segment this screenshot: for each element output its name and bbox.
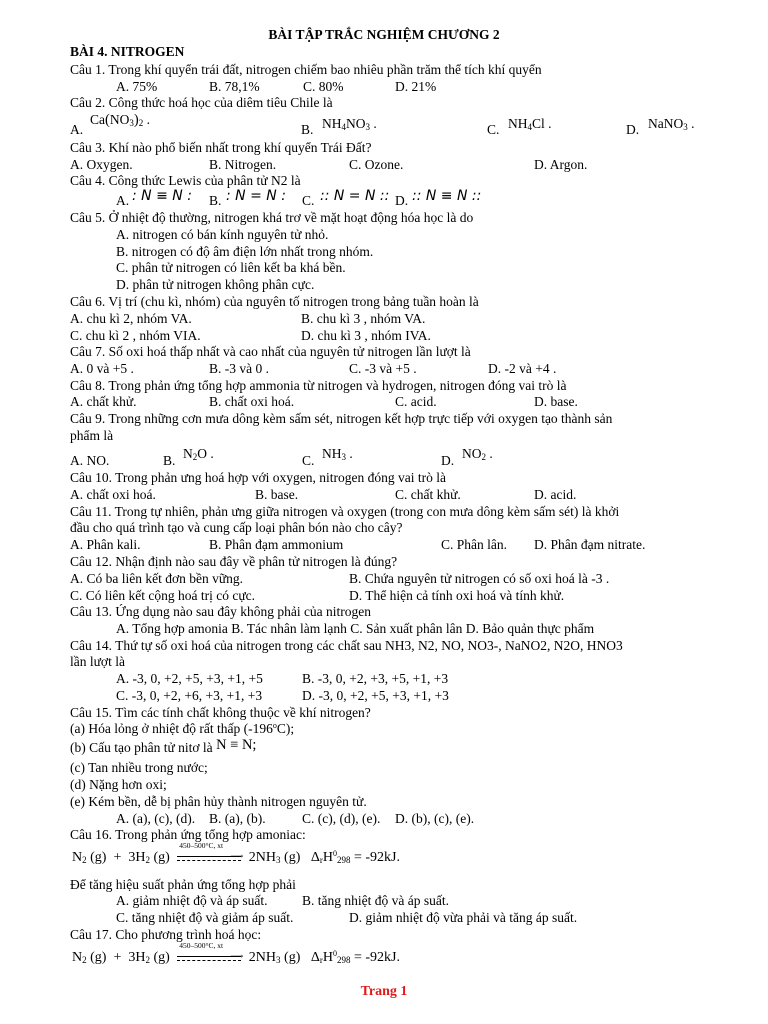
q15-item-b-text: (b) Cấu tạo phân tử nitơ là	[70, 740, 213, 755]
q9-option-d: D.	[441, 453, 455, 468]
q16-enthalpy: = -92kJ.	[353, 850, 400, 866]
q15-option-a: A. (a), (c), (d).	[116, 811, 196, 826]
q16-option-d: D. giảm nhiệt độ vừa phải và tăng áp suất.	[349, 910, 578, 925]
page-title: BÀI TẬP TRẮC NGHIỆM CHƯƠNG 2	[268, 27, 500, 42]
q1-option-c: C. 80%	[303, 79, 344, 94]
q14-option-d: D. -3, 0, +2, +5, +3, +1, +3	[302, 688, 449, 703]
q1-option-a: A. 75%	[116, 79, 158, 94]
question-2: Câu 2. Công thức hoá học của diêm tiêu Chile là	[70, 95, 333, 110]
question-14: Câu 14. Thứ tự số oxi hoá của nitrogen trong các chất sau NH3, N2, NO, NO3-, NaNO2, N2O, HNO3	[70, 638, 623, 653]
q15-option-b: B. (a), (b).	[209, 811, 266, 826]
q2-formula-a: $Ca(NO_3)_2$ .	[90, 112, 150, 128]
q2-option-a: A.	[70, 122, 84, 137]
q14-option-a: A. -3, 0, +2, +5, +3, +1, +5	[116, 671, 263, 686]
q17-equation: $N_2$ $(g) + 3H_2$ (g) 450–500°C, xt ⟶ $2NH_3$ (g) $\Delta_rH^0_{298} = -92kJ$.	[72, 941, 400, 966]
q15-item-b	[70, 737, 257, 756]
q3-option-a: A. Oxygen.	[70, 157, 133, 172]
q17-condition: 450–500°C, xt	[179, 941, 224, 950]
q4-formula-d: :: N ≡ N ::	[412, 188, 482, 204]
q1-option-d: D. 21%	[395, 79, 437, 94]
q15-item-a-unit: C);	[276, 721, 295, 736]
question-13: Câu 13. Ứng dụng nào sau đây không phải của nitrogen	[70, 604, 372, 619]
q15-item-a: (a) Hóa lỏng ở nhiệt độ rất thấp (-196$^o$C);	[70, 721, 295, 736]
q10-option-c: C. chất khử.	[395, 487, 461, 502]
q17-enthalpy: = -92kJ.	[353, 950, 400, 966]
question-4: Câu 4. Công thức Lewis của phân tử N2 là	[70, 173, 301, 188]
q8-option-d: D. base.	[534, 394, 578, 409]
q15-item-a-text: (a) Hóa lỏng ở nhiệt độ rất thấp (-196	[70, 721, 273, 736]
q14-option-b: B. -3, 0, +2, +3, +5, +1, +3	[302, 671, 449, 686]
q7-option-c: C. -3 và +5 .	[349, 361, 417, 376]
q15-item-b-formula: N ≡ N;	[216, 737, 257, 753]
q16-option-c: C. tăng nhiệt độ và giảm áp suất.	[116, 910, 294, 925]
q4-formula-a: : N ≡ N :	[132, 188, 192, 204]
question-6: Câu 6. Vị trí (chu kì, nhóm) của nguyên tố nitrogen trong bảng tuần hoàn là	[70, 294, 479, 309]
equilibrium-arrow-icon: 450–500°C, xt ⟶	[179, 841, 244, 861]
q12-option-b: B. Chứa nguyên tử nitrogen có số oxi hoá là -3 .	[349, 571, 610, 586]
q13-options: A. Tổng hợp amonia B. Tác nhân làm lạnh C. Sản xuất phân lân D. Bảo quản thực phẩm	[116, 621, 595, 636]
q5-option-b: B. nitrogen có độ âm điện lớn nhất trong nhóm.	[116, 244, 374, 259]
question-11-cont: đầu cho quá trình tạo và cung cấp loại phân bón nào cho cây?	[70, 520, 403, 535]
q15-item-c: (c) Tan nhiều trong nước;	[70, 760, 208, 775]
q16-option-b: B. tăng nhiệt độ và áp suất.	[302, 893, 449, 908]
q4-formula-b: : N = N :	[226, 188, 286, 204]
q4-option-a: A.	[116, 193, 130, 208]
question-10: Câu 10. Trong phản ưng hoá hợp với oxygen, nitrogen đóng vai trò là	[70, 470, 446, 485]
q16-option-a: A. giảm nhiệt độ và áp suất.	[116, 893, 268, 908]
q2-option-b: B.	[301, 122, 314, 137]
q6-option-b: B. chu kì 3 , nhóm VA.	[301, 311, 426, 326]
question-14-cont: lần lượt là	[70, 654, 125, 669]
q15-option-d: D. (b), (c), (e).	[395, 811, 475, 826]
question-9: Câu 9. Trong những cơn mưa dông kèm sấm sét, nitrogen kết hợp trực tiếp với oxygen tạo thành sản	[70, 411, 613, 426]
q9-option-c: C.	[302, 453, 315, 468]
q4-option-d: D.	[395, 193, 409, 208]
q5-option-d: D. phân tử nitrogen không phân cực.	[116, 277, 315, 292]
q3-option-b: B. Nitrogen.	[209, 157, 277, 172]
q10-option-b: B. base.	[255, 487, 299, 502]
q2-option-d: D.	[626, 122, 640, 137]
q9-option-b: B.	[163, 453, 176, 468]
q10-option-d: D. acid.	[534, 487, 577, 502]
q6-option-a: A. chu kì 2, nhóm VA.	[70, 311, 192, 326]
question-8: Câu 8. Trong phản ứng tổng hợp ammonia từ nitrogen và hydrogen, nitrogen đóng vai trò là	[70, 378, 567, 393]
q15-option-c: C. (c), (d), (e).	[302, 811, 381, 826]
q16-equation: $N_2$ $(g) + 3H_2$ (g) 450–500°C, xt ⟶ $2NH_3$ (g) $\Delta_rH^0_{298} = -92kJ$.	[72, 841, 400, 866]
q2-formula-c: $NH_4Cl$ .	[508, 116, 552, 132]
q9-formula-c: $NH_3$ .	[322, 446, 353, 462]
q2-option-c: C.	[487, 122, 500, 137]
q6-option-d: D. chu kì 3 , nhóm IVA.	[301, 328, 431, 343]
q8-option-b: B. chất oxi hoá.	[209, 394, 295, 409]
q3-option-c: C. Ozone.	[349, 157, 404, 172]
q4-formula-c: :: N = N ::	[320, 188, 390, 204]
question-12: Câu 12. Nhận định nào sau đây về phân tử nitrogen là đúng?	[70, 554, 398, 569]
q11-option-d: D. Phân đạm nitrate.	[534, 537, 646, 552]
q8-option-c: C. acid.	[395, 394, 437, 409]
question-16: Câu 16. Trong phản ứng tổng hợp amoniac:	[70, 827, 306, 842]
q9-formula-d: $NO_2$ .	[462, 446, 493, 462]
q16-condition: 450–500°C, xt	[179, 841, 224, 850]
page-number: Trang 1	[360, 984, 408, 999]
question-7: Câu 7. Số oxi hoá thấp nhất và cao nhất của nguyên tử nitrogen lần lượt là	[70, 344, 471, 359]
q11-option-b: B. Phân đạm ammonium	[209, 537, 344, 552]
question-9-cont: phẩm là	[70, 428, 114, 443]
question-1: Câu 1. Trong khí quyển trái đất, nitrogen chiếm bao nhiêu phần trăm thể tích khí quyển	[70, 62, 542, 77]
section-title: BÀI 4. NITROGEN	[70, 44, 185, 59]
equilibrium-arrow-icon: 450–500°C, xt ⟶	[179, 941, 244, 961]
q7-option-d: D. -2 và +4 .	[488, 361, 557, 376]
q7-option-b: B. -3 và 0 .	[209, 361, 269, 376]
q11-option-a: A. Phân kali.	[70, 537, 141, 552]
q5-option-c: C. phân tử nitrogen có liên kết ba khá bền.	[116, 260, 346, 275]
q3-option-d: D. Argon.	[534, 157, 588, 172]
q12-option-d: D. Thể hiện cả tính oxi hoá và tính khử.	[349, 588, 565, 603]
q9-formula-b: $N_2O$ .	[183, 446, 214, 462]
q9-option-a: A. NO.	[70, 453, 110, 468]
q15-item-e: (e) Kém bền, dễ bị phân hủy thành nitrogen nguyên tử.	[70, 794, 367, 809]
question-5: Câu 5. Ở nhiệt độ thường, nitrogen khá trơ về mặt hoạt động hóa học là do	[70, 210, 474, 225]
q15-item-d: (d) Nặng hơn oxi;	[70, 777, 167, 792]
q14-option-c: C. -3, 0, +2, +6, +3, +1, +3	[116, 688, 263, 703]
q16-ask: Để tăng hiệu suất phản ứng tổng hợp phải	[70, 877, 296, 892]
q4-option-b: B.	[209, 193, 222, 208]
question-11: Câu 11. Trong tự nhiên, phản ưng giữa nitrogen và oxygen (trong con mưa dông kèm sấm sét) là khởi	[70, 504, 620, 519]
q8-option-a: A. chất khử.	[70, 394, 137, 409]
question-17: Câu 17. Cho phương trình hoá học:	[70, 927, 262, 942]
q5-option-a: A. nitrogen có bán kính nguyên tử nhỏ.	[116, 227, 329, 242]
q12-option-a: A. Có ba liên kết đơn bền vững.	[70, 571, 244, 586]
q11-option-c: C. Phân lân.	[441, 537, 507, 552]
q2-formula-b: $NH_4NO_3$ .	[322, 116, 377, 132]
q1-option-b: B. 78,1%	[209, 79, 260, 94]
q6-option-c: C. chu kì 2 , nhóm VIA.	[70, 328, 201, 343]
q12-option-c: C. Có liên kết cộng hoá trị có cực.	[70, 588, 256, 603]
q7-option-a: A. 0 và +5 .	[70, 361, 134, 376]
q10-option-a: A. chất oxi hoá.	[70, 487, 156, 502]
question-15: Câu 15. Tìm các tính chất không thuộc về khí nitrogen?	[70, 705, 371, 720]
q4-option-c: C.	[302, 193, 315, 208]
question-3: Câu 3. Khí nào phổ biến nhất trong khí quyển Trái Đất?	[70, 140, 372, 155]
q2-formula-d: NaNO$_3$ .	[648, 116, 695, 132]
